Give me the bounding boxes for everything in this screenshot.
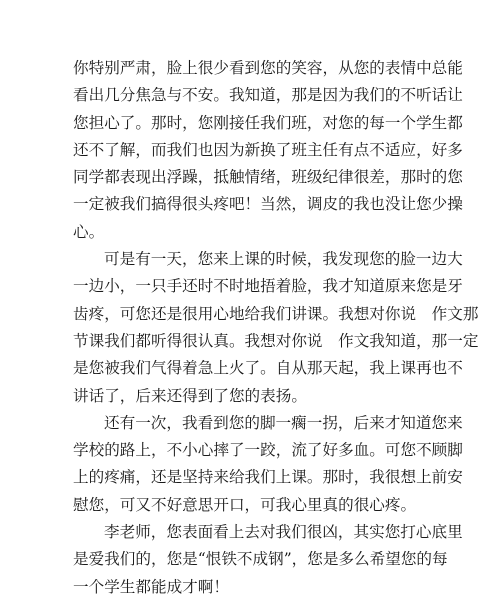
essay-text <box>73 55 479 601</box>
text-line: 可是有一天，您来上课的时候，我发现您的脸一边大 <box>104 250 463 269</box>
text-line: 一边小，一只手还时不时地捂着脸，我才知道原来您是牙 <box>73 277 463 296</box>
text-line: 讲话了，后来还得到了您的表扬。 <box>73 386 307 405</box>
text-line: 你特别严肃，脸上很少看到您的笑容，从您的表情中总能 <box>73 59 463 77</box>
text-line: 齿疼，可您还是很用心地给我们讲课。我想对你说 作文那 <box>73 304 479 323</box>
text-line: 上的疼痛，还是坚持来给我们上课。那时，我很想上前安 <box>73 468 463 487</box>
text-line: 同学都表现出浮躁，抵触情绪，班级纪律很差，那时的您 <box>73 168 463 187</box>
text-line: 看出几分焦急与不安。我知道，那是因为我们的不听话让 <box>73 86 463 105</box>
text-line: 慰您，可又不好意思开口，可我心里真的很心疼。 <box>73 495 417 514</box>
text-line: 心。 <box>73 222 105 241</box>
text-line: 还有一次，我看到您的脚一瘸一拐，后来才知道您来 <box>104 413 463 432</box>
text-line: 是您被我们气得着急上火了。自从那天起，我上课再也不 <box>73 359 463 378</box>
text-line: 还不了解，而我们也因为新换了班主任有点不适应，好多 <box>73 140 463 159</box>
text-line: 节课我们都听得很认真。我想对你说 作文我知道，那一定 <box>73 331 479 350</box>
text-line: 李老师，您表面看上去对我们很凶，其实您打心底里 <box>104 523 463 542</box>
text-line: 您担心了。那时，您刚接任我们班，对您的每一个学生都 <box>73 113 463 132</box>
text-line: 一个学生都能成才啊！ <box>73 577 229 596</box>
text-line: 一定被我们搞得很头疼吧！当然，调皮的我也没让您少操 <box>73 195 463 214</box>
text-line: 是爱我们的，您是“恨铁不成钢”，您是多么希望您的每 <box>73 550 448 569</box>
text-line: 学校的路上，不小心摔了一跤，流了好多血。可您不顾脚 <box>73 441 463 460</box>
